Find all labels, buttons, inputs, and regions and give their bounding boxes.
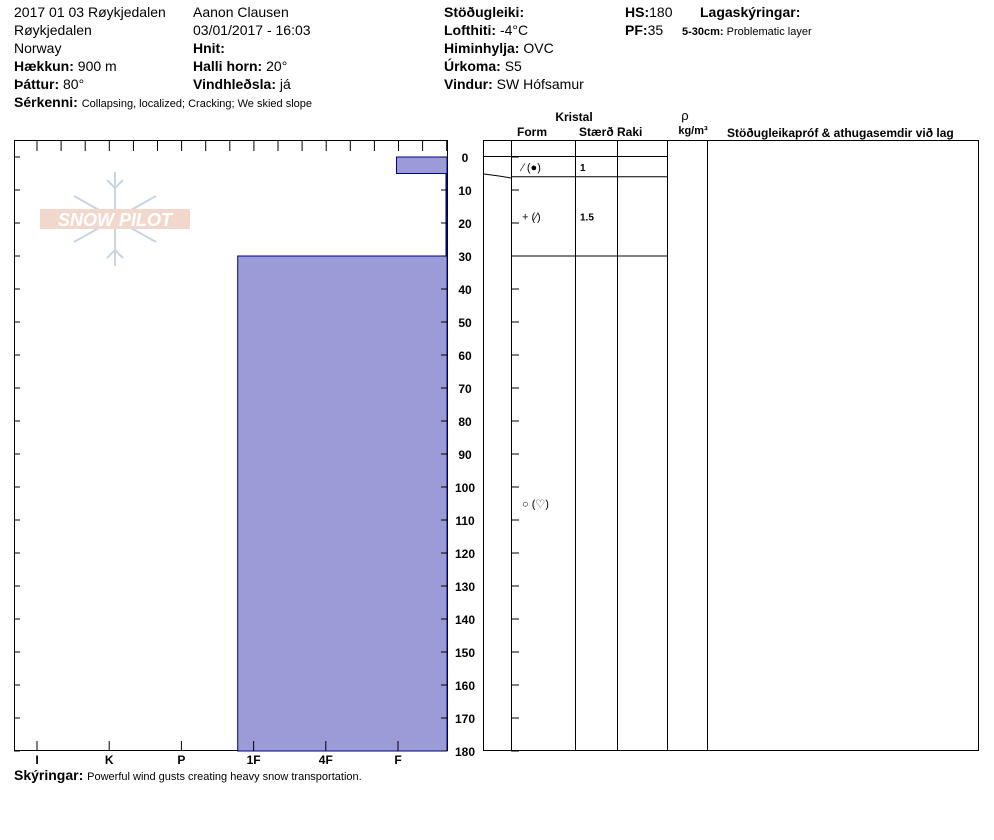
tests-header: Stöðugleikapróf & athugasemdir við lag [727, 126, 954, 140]
country-name: Norway [14, 40, 62, 56]
comments-value: Powerful wind gusts creating heavy snow transportation. [87, 771, 362, 783]
air-temp-value: -4°C [499, 22, 529, 38]
grain-form-label: ○ (♡) [522, 498, 549, 511]
kristal-header: Kristal [555, 110, 593, 124]
layer-note-depth: 5-30cm: [682, 26, 724, 38]
air-temp-label: Lofthiti: [444, 22, 497, 38]
hardness-tick-label: P [177, 753, 186, 767]
depth-tick-label: 110 [455, 514, 475, 528]
observer-name: Aanon Clausen [193, 4, 289, 20]
grain-size-label: 1.5 [580, 212, 594, 224]
hardness-layer-bar [238, 256, 447, 751]
snowpilot-logo [40, 172, 190, 266]
hardness-tick-label: 1F [246, 753, 261, 767]
depth-tick-label: 60 [458, 349, 472, 363]
sky-label: Himinhylja: [444, 40, 520, 56]
precip-label: Úrkoma: [444, 58, 501, 74]
location-name: Røykjedalen [14, 22, 92, 38]
depth-tick-label: 70 [458, 382, 472, 396]
rho-header: ρ [681, 108, 689, 123]
depth-tick-label: 140 [454, 613, 476, 627]
hardness-tick-label: K [104, 753, 114, 767]
depth-tick-label: 0 [461, 151, 469, 165]
hardness-tick-label: 4F [318, 753, 333, 767]
depth-tick-label: 170 [454, 712, 476, 726]
depth-tick-label: 50 [458, 316, 472, 330]
depth-tick-label: 160 [454, 679, 476, 693]
wind-loading-label: Vindhleðsla: [193, 76, 276, 92]
logo-text: SNOW PILOT [58, 210, 172, 230]
elevation-label: Hækkun: [14, 58, 74, 74]
pf-value: 35 [647, 22, 664, 38]
hs-label: HS: [625, 4, 650, 20]
depth-tick-label: 80 [458, 415, 472, 429]
depth-tick-label: 90 [458, 448, 472, 462]
density-unit-header: kg/m³ [678, 125, 708, 137]
wind-label: Vindur: [444, 76, 493, 92]
grain-size-label: 1 [580, 162, 586, 174]
layer-notes-label: Lagaskýringar: [700, 4, 801, 20]
depth-tick-label: 20 [458, 217, 472, 231]
comments-label: Skýringar: [14, 767, 84, 783]
depth-tick-label: 30 [458, 250, 472, 264]
hardness-layer-bar [396, 157, 447, 174]
features-value: Collapsing, localized; Cracking; We skied slope [81, 98, 312, 110]
depth-tick-label: 40 [458, 283, 472, 297]
elevation-value: 900 m [77, 58, 117, 74]
depth-tick-label: 180 [454, 745, 476, 759]
hardness-tick-label: I [35, 753, 39, 767]
wind-loading-value: já [279, 76, 291, 92]
wetness-header: Raki [617, 125, 643, 139]
slope-value: 20° [266, 58, 288, 74]
grain-form-label: ⁄ (●) [522, 161, 541, 174]
pf-label: PF: [625, 22, 648, 38]
hardness-tick-label: F [394, 753, 402, 767]
layer-note-text: Problematic layer [726, 26, 812, 38]
wind-value: SW Hófsamur [496, 76, 584, 92]
aspect-label: Þáttur: [14, 76, 60, 92]
form-header: Form [517, 125, 547, 139]
precip-value: S5 [504, 58, 522, 74]
size-header: Stærð [579, 125, 614, 139]
comments-row [14, 767, 362, 785]
stability-label: Stöðugleiki: [444, 4, 525, 20]
aspect-value: 80° [63, 76, 85, 92]
sky-value: OVC [523, 40, 554, 56]
profile-title: 2017 01 03 Røykjedalen [14, 4, 166, 20]
depth-tick-label: 10 [458, 184, 472, 198]
slope-label: Halli horn: [193, 58, 263, 74]
grain-form-label: + (⁄) [522, 211, 541, 224]
depth-tick-label: 120 [454, 547, 476, 561]
coords-label: Hnit: [193, 40, 225, 56]
layer-connector-line [484, 174, 511, 178]
depth-tick-label: 100 [454, 481, 476, 495]
depth-tick-label: 130 [454, 580, 476, 594]
depth-tick-label: 150 [454, 646, 476, 660]
observation-datetime: 03/01/2017 - 16:03 [193, 22, 311, 38]
hardness-layer-bar [446, 174, 447, 257]
crystal-table-frame [484, 141, 979, 751]
hs-value: 180 [649, 4, 673, 20]
features-label: Sérkenni: [14, 94, 78, 110]
